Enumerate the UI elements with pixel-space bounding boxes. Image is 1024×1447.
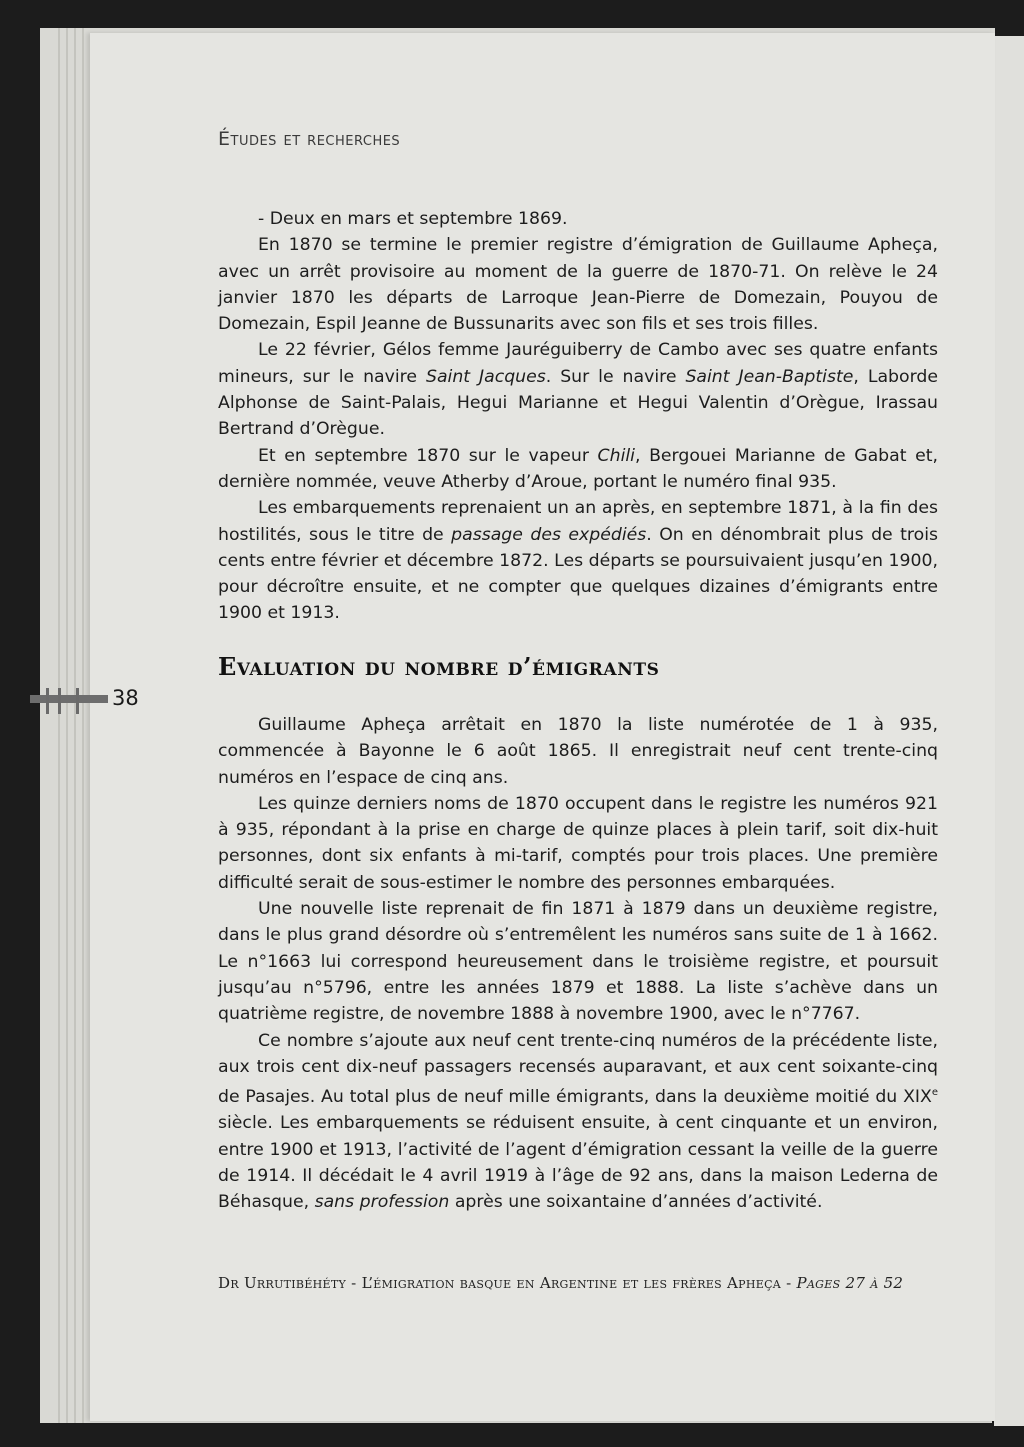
section-text-block <box>218 712 938 1215</box>
paragraph: Les quinze derniers noms de 1870 occupent dans le registre les numéros 921 à 935, répondant à la prise en charge de quinze places à plein tarif, soit dix-huit personnes, dont six enfants à mi-tarif, comptés pour trois places. Une première difficulté serait de sous-estimer le nombre des personnes embarquées. <box>218 793 938 893</box>
page-edge <box>82 28 84 1423</box>
page-footer <box>218 1274 903 1292</box>
page-marker-tick <box>46 688 49 714</box>
paragraph: Et en septembre 1870 sur le vapeur Chili, Bergouei Marianne de Gabat et, dernière nommée, veuve Atherby d’Aroue, portant le numéro final 935. <box>218 445 939 492</box>
page-number: 38 <box>112 686 139 710</box>
paragraph: Les embarquements reprenaient un an après, en septembre 1871, à la fin des hostilités, sous le titre de passage des expédiés. On en dénombrait plus de trois cents entre février et décembre 1872. Les départs se poursuivaient jusqu’en 1900, pour décroître ensuite, et ne compter que quelques dizaines d’émigrants entre 1900 et 1913. <box>218 498 938 624</box>
footer-author-title: Dr Urrutibéhéty - L’émigration basque en Argentine et les frères Apheça - <box>218 1274 797 1292</box>
section-heading: Evaluation du nombre d’émigrants <box>218 652 660 681</box>
facing-page-edge <box>992 36 1024 1426</box>
paragraph: Guillaume Apheça arrêtait en 1870 la liste numérotée de 1 à 935, commencée à Bayonne le 6 août 1865. Il enregistrait neuf cent trente-cinq numéros en l’espace de cinq ans. <box>218 715 938 788</box>
intro-text-block <box>218 206 938 627</box>
paragraph: Ce nombre s’ajoute aux neuf cent trente-cinq numéros de la précédente liste, aux trois cent dix-neuf passagers recensés auparavant, et aux cent soixante-cinq de Pasajes. Au total plus de neuf mille émigrants, dans la deuxième moitié du XIXe siècle. Les embarquements se réduisent ensuite, à cent cinquante et un environ, entre 1900 et 1913, l’activité de l’agent d’émigration cessant la veille de la guerre de 1914. Il décédait le 4 avril 1919 à l’âge de 92 ans, dans la maison Lederna de Béhasque, sans profession après une soixantaine d’années d’activité. <box>218 1030 938 1213</box>
paragraph: En 1870 se termine le premier registre d’émigration de Guillaume Apheça, avec un arrêt provisoire au moment de la guerre de 1870-71. On relève le 24 janvier 1870 les départs de Larroque Jean-Pierre de Domezain, Pouyou de Domezain, Espil Jeanne de Bussunarits avec son fils et ses trois filles. <box>218 235 938 335</box>
page-edge <box>58 28 60 1423</box>
page-marker-tick <box>58 688 61 714</box>
paragraph: Une nouvelle liste reprenait de fin 1871 à 1879 dans un deuxième registre, dans le plus grand désordre où s’entremêlent les numéros sans suite de 1 à 1662. Le n°1663 lui correspond heureusement dans le troisième registre, et poursuit jusqu’au n°5796, entre les années 1879 et 1888. La liste s’achève dans un quatrième registre, de novembre 1888 à novembre 1900, avec le n°7767. <box>218 899 938 1025</box>
paragraph: Le 22 février, Gélos femme Jauréguiberry de Cambo avec ses quatre enfants mineurs, sur le navire Saint Jacques. Sur le navire Saint Jean-Baptiste, Laborde Alphonse de Saint-Palais, Hegui Marianne et Hegui Valentin d’Orègue, Irassau Bertrand d’Orègue. <box>218 340 938 440</box>
page-marker-tick <box>76 688 79 714</box>
footer-page-range: Pages 27 à 52 <box>796 1274 904 1292</box>
paragraph: - Deux en mars et septembre 1869. <box>258 209 568 229</box>
page-marker-bar <box>30 695 108 703</box>
running-head: Études et recherches <box>218 128 401 150</box>
page-edge <box>66 28 68 1423</box>
page-edge <box>74 28 76 1423</box>
